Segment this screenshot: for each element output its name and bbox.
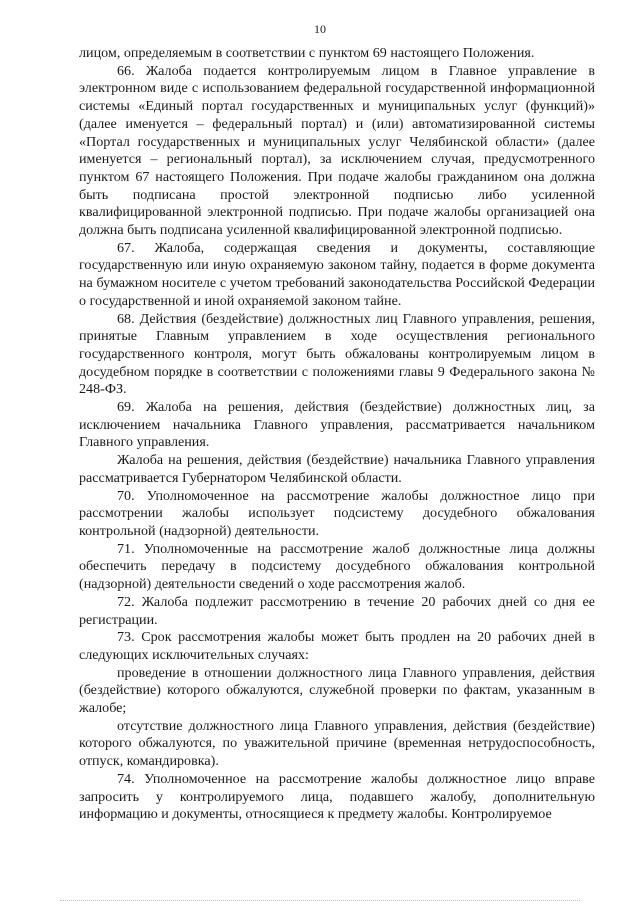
paragraph-73: 73. Срок рассмотрения жалобы может быть продлен на 20 рабочих дней в следующих исключительных случаях:	[79, 629, 595, 663]
paragraph-73-case-2: отсутствие должностного лица Главного управления, действия (бездействие) которого обжалуются, по уважительной причине (временная нетрудоспособность, отпуск, командировка).	[79, 717, 595, 770]
paragraph-continuation: лицом, определяемым в соответствии с пунктом 69 настоящего Положения.	[79, 45, 535, 61]
paragraph-69: 69. Жалоба на решения, действия (бездействие) должностных лиц, за исключением начальника Главного управления, рассматривается начальником Главного управления.	[79, 399, 595, 451]
page-bottom-divider	[60, 900, 580, 901]
paragraph-74: 74. Уполномоченное на рассмотрение жалобы должностное лицо вправе запросить у контролируемого лица, подавшего жалобу, дополнительную информацию и документы, относящиеся к предмету жалобы. Контролируемое	[79, 770, 595, 823]
page-number: 10	[314, 22, 326, 36]
paragraph-71: 71. Уполномоченные на рассмотрение жалоб должностные лица должны обеспечить передачу в подсистему досудебного обжалования контрольной (надзорной) деятельности сведений о ходе рассмотрения жалоб.	[79, 540, 595, 593]
paragraph-73-case-1: проведение в отношении должностного лица Главного управления, действия (бездействие) которого обжалуются, служебной проверки по фактам, указанным в жалобе;	[79, 664, 595, 717]
paragraph-68: 68. Действия (бездействие) должностных лиц Главного управления, решения, принятые Главным управлением в ходе осуществления регионального государственного контроля, могут быть обжалованы контролируемым лицом в досудебном порядке в соответствии с положениями главы 9 Федерального закона № 248-ФЗ.	[79, 310, 595, 398]
paragraph-72: 72. Жалоба подлежит рассмотрению в течение 20 рабочих дней со дня ее регистрации.	[79, 593, 595, 628]
paragraph-70: 70. Уполномоченное на рассмотрение жалобы должностное лицо при рассмотрении жалобы использует подсистему досудебного обжалования контрольной (надзорной) деятельности.	[79, 487, 595, 539]
paragraph-69-second: Жалоба на решения, действия (бездействие) начальника Главного управления рассматривается Губернатором Челябинской области.	[79, 452, 595, 486]
paragraph-66: 66. Жалоба подается контролируемым лицом в Главное управление в электронном виде с использованием федеральной государственной информационной системы «Единый портал государственных и муниципальных услуг (функций)» (далее именуется – федеральный портал) и (или) автоматизированной системы «Портал государственных и муниципальных услуг Челябинской области» (далее именуется – региональный портал), за исключением случая, предусмотренного пунктом 67 настоящего Положения. При подаче жалобы гражданином она должна быть подписана простой электронной подписью либо усиленной квалифицированной электронной подписью. При подаче жалобы организацией она должна быть подписана усиленной квалифицированной электронной подписью.	[79, 62, 595, 239]
document-body	[79, 45, 595, 824]
paragraph-67: 67. Жалоба, содержащая сведения и документы, составляющие государственную или иную охраняемую законом тайну, подается в форме документа на бумажном носителе с учетом требований законодательства Российской Федерации о государственной и иной охраняемой законом тайне.	[79, 239, 595, 309]
